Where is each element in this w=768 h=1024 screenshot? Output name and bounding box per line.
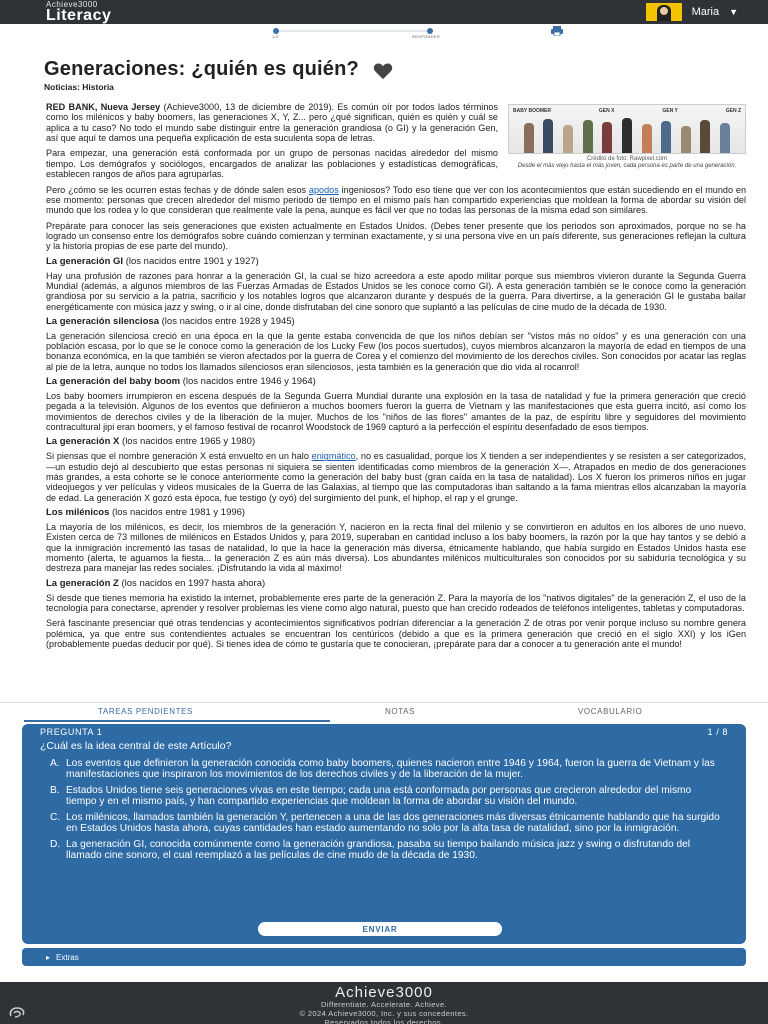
answer-option-a[interactable] (50, 758, 722, 781)
article-paragraph: Hay una profusión de razones para honrar a la generación GI, la cual se hizo acreedora a este apodo militar porque sus miembros vivieron durante la Segunda Guerra Mundial (además, a algunos miembros de las Fuerzas Armadas de Estados Unidos se les conoce como GI). A esta generación también se le conoce como la generación grandiosa por su servicio a la patria, sacrificio y los notables logros que alcanzaron durante y después de la guerra. Para divertirse, a la generación GI le gustaba bailar energéticamente con música jazz y swing, o ir al cine, donde disfrutaban del cine sonoro que suplantó a las películas de cine mudo de la década de 1930. (46, 270, 746, 312)
footer-brand[interactable]: Achieve3000 (335, 984, 433, 1001)
paragraph-text: Si piensas que el nombre generación X está envuelto en un halo (46, 451, 312, 462)
answer-option-c[interactable] (50, 812, 722, 835)
article-body (46, 102, 746, 654)
answer-option-d[interactable] (50, 839, 722, 862)
footer-rights: Reservados todos los derechos. (324, 1018, 444, 1024)
triangle-right-icon: ▸ (46, 952, 51, 962)
print-icon[interactable] (550, 26, 564, 36)
answer-options (50, 758, 722, 865)
active-tab-indicator (24, 720, 330, 722)
activity-tabs (0, 702, 768, 722)
photo-caption: Desde el más viejo hasta el más joven, cada persona es parte de una generación. (517, 162, 737, 169)
section-years: (los nacidos entre 1981 y 1996) (109, 507, 246, 519)
article-paragraph: La mayoría de los milénicos, es decir, los miembros de la generación Y, nacieron en la recta final del milenio y se convirtieron en adultos en los albores de uno nuevo. Existen cerca de 73 millones de milénicos en Estados Unidos y, para 2019, superaban en cantidad incluso a los baby boomers, la razón por la que hay tantos y se debió a que la inmigración incrementó las tasas de natalidad, lo que la hace la generación más diversa, étnicamente hablando, que había surgido en Estados Unidos hasta ese momento (alerta, te aguamos la fiesta... la generación Z es aún más diversa). Los abundantes milénicos multiculturales son conocidos por su sabiduría tecnológica y su destreza para manejar las redes sociales. ¡Disfrutando la vida al máximo! (46, 521, 746, 574)
photo-person (642, 124, 652, 153)
vocab-link-apodos[interactable]: apodos (308, 184, 339, 195)
avatar[interactable] (646, 3, 682, 21)
option-letter: D. (50, 838, 61, 850)
photo-person (661, 121, 671, 153)
article-paragraph: Si desde que tienes memoria ha existido la internet, probablemente eres parte de la generación Z. Para la mayoría de los "nativos digitales" de la generación Z, el uso de la tecnología para conectarse, aprender y resolver problemas les viene como algo natural, puesto que han crecido rodeados de teléfonos inteligentes, tabletas y computadoras. (46, 592, 746, 613)
top-navigation-bar (0, 0, 768, 24)
dateline: RED BANK, Nueva Jersey (46, 102, 161, 112)
user-menu[interactable] (646, 3, 738, 21)
paragraph-text: ingeniosos? Todo eso tiene que ver con los acontecimientos que están sucediendo en el mundo en ese momento: personas que crecen alrededor del mismo periodo de tiempo en el mismo país han compartido experiencias que moldean la forma de abordar su visión del mundo que los rodea y lo que consideran que realmente vale la pena, aunque es fácil ver que no todas las personas de la misma edad son similares. (46, 184, 746, 216)
section-years: (los nacidos entre 1928 y 1945) (159, 315, 295, 327)
photo-person (602, 122, 612, 153)
article-paragraph: Prepárate para conocer las seis generaciones que existen actualmente en Estados Unidos. (Debes tener presente que los periodos son aproximados, porque no se ha logrado un consenso entre los demógrafos sobre cuándo comienzan y terminan exactamente, y si una persona vive en un país diferente, sus generaciones reflejan la cultura y la historia propias de ese parte del mundo). (46, 220, 746, 252)
article-paragraph: La generación silenciosa creció en una época en la que la gente estaba convencida de que los niños debían ser "vistos más no oídos" y es una generación con una población escasa, por lo que se le conoce como la generación de los Lucky Few (los pocos suertudos), cuyos miembros alcanzaron la mayoría de edad en tiempos de una bonanza económica, en la que también se vieron afectados por la guerra de Corea y el comienzo del movimiento de los derechos civiles. Son conocidos por acatar las reglas al pie de la letra, aunque no todos los llamados silenciosos eran silenciosos, ¡esta también es la generación que dio vida al rocanrol! (46, 330, 746, 372)
article-figure (508, 104, 746, 170)
step-read-label: 1/3 (272, 34, 279, 39)
section-heading-text: La generación GI (46, 255, 124, 267)
section-heading-text: La generación silenciosa (46, 315, 159, 327)
section-years: (los nacidos entre 1901 y 1927) (123, 255, 259, 267)
option-text: Los eventos que definieron la generación conocida como baby boomers, quienes nacieron entre 1946 y 1964, fueron la guerra de Vietnam y las manifestaciones que inspiraron los movimientos de los derechos civiles y de la liberación de la mujer. (66, 758, 715, 781)
user-name[interactable]: Maria (691, 6, 720, 18)
send-button[interactable]: ENVIAR (258, 922, 502, 936)
photo-label: GEN Y (662, 108, 678, 114)
photo-people (519, 117, 735, 153)
brand-top-text: Achieve3000 (46, 0, 98, 9)
section-years: (los nacidos entre 1965 y 1980) (119, 436, 256, 448)
option-text: Estados Unidos tiene seis generaciones vivas en este tiempo; cada una está conformada por personas que crecieron alrededor del mismo tiempo y en el mismo país, y han compartido experiencias que moldean la forma de abordar su visión del mundo. (66, 784, 692, 808)
photo-person (681, 126, 691, 153)
article-paragraph (46, 185, 746, 216)
question-text: ¿Cuál es la idea central de este Artículo? (40, 740, 232, 752)
option-letter: C. (50, 811, 61, 823)
article-paragraph: Los baby boomers irrumpieron en escena después de la Segunda Guerra Mundial durante una explosión en la tasa de natalidad y fue la primera generación que creció pegada a la televisión. Algunos de los eventos que definieron a muchos boomers fueron la guerra de Vietnam y las manifestaciones que esta guerra incitó, así como los movimientos de derechos civiles y de la liberación de la mujer. Muchos de los "niños de las flores" amantes de la paz, de espíritu libre y seguidores del movimiento contracultural jipi eran boomers, y el famoso festival de rocanrol Woodstock de 1969 capturó a la perfección el espíritu desenfadado de esos tiempos. (46, 391, 746, 433)
caret-down-icon[interactable]: ▼ (729, 7, 738, 17)
section-heading-text: La generación Z (46, 577, 119, 589)
article-header (44, 58, 724, 92)
question-counter: 1 / 8 (707, 727, 728, 737)
option-text: Los milénicos, llamados también la generación Y, pertenecen a una de las dos generaciones más diversas étnicamente hablando que ha surgido en Estados Unidos hasta ahora, cuyas cantidades han estado aumentando no solo por la alta tasa de natalidad, sino por la inmigración. (66, 811, 720, 835)
article-paragraph: Será fascinante presenciar qué otras tendencias y acontecimientos significativos podrían diferenciar a la generación Z de otras por venir porque incluso su nombre genera polémica, ya que entre sus contendientes actuales se encuentran los centúricos (debido a que es la primera generación que creció en el siglo XXI) y los iGen (probablemente puedas deducir por qué). Si tienes idea de cómo te gustaría que te conocieran, ¡prepárate para dar a conocer a tu generación ante el mundo! (46, 618, 746, 649)
brand-logo[interactable] (46, 1, 111, 24)
page-title: Generaciones: ¿quién es quién? (44, 58, 359, 80)
footer-copyright: © 2024 Achieve3000, Inc. y sus concedentes. (299, 1009, 469, 1018)
steps-track (0, 24, 768, 40)
photo-person (720, 123, 730, 153)
generations-photo[interactable] (508, 104, 746, 154)
section-heading-text: Los milénicos (46, 507, 110, 519)
photo-person (524, 123, 534, 153)
heart-icon[interactable] (373, 62, 393, 80)
section-heading-millennials (46, 508, 746, 519)
photo-person (622, 118, 632, 153)
paragraph-text: , no es casualidad, porque los X tienden a ser independientes y se resisten a ser categorizados, —un estudio dejó al descubierto que estas personas ni siquiera se sienten identificadas como miembros de la generación X—. Atrapados en medio de dos generaciones más grandes, a esta cohorte se le conoce anteriormente como la generación del baby bust (gran caída en la tasa de natalidad). Los X fueron los primeros niños en jugar videojuegos y ver películas y videos musicales de la Guerra de las Galaxias, al tiempo que las computadoras iban saltando a la fama mientras ellos alcanzaban la mayoría de edad. La generación X gozó esta época, fue testigo (y oyó) del surgimiento del punk, el hiphop, el rap y el grunge. (46, 451, 747, 503)
section-years: (los nacidos en 1997 hasta ahora) (118, 577, 266, 589)
section-heading-text: La generación del baby boom (46, 376, 181, 388)
section-heading-boomers (46, 377, 746, 388)
option-text: La generación GI, conocida comúnmente como la generación grandiosa, pasaba su tiempo bailando música jazz y swing o disfrutando del llamado cine sonoro, el cual reemplazó a las películas de cine mudo de la década de 1930. (66, 838, 691, 861)
section-heading-genx (46, 437, 746, 448)
photo-person (543, 119, 553, 153)
chat-help-icon[interactable] (8, 1006, 28, 1020)
footer-tagline: Differentiate. Accelerate. Achieve. (320, 1000, 447, 1009)
option-letter: B. (50, 784, 60, 796)
paragraph-text: Pero ¿cómo se les ocurren estas fechas y de dónde salen esos (46, 184, 309, 195)
article-category: Noticias: Historia (44, 82, 114, 92)
tab-pending-tasks[interactable]: TAREAS PENDIENTES (98, 707, 193, 716)
extras-toggle[interactable] (22, 948, 746, 966)
section-heading-silent (46, 317, 746, 328)
brand-main-text: Literacy (46, 7, 112, 24)
article-paragraph: Para empezar, una generación está conformada por un grupo de personas nacidas alrededor del mismo tiempo. Los demógrafos y sociólogos, encargados de analizar las poblaciones y estadísticas demográficas, establecen rangos de años para agruparlas. (46, 148, 498, 180)
question-header (40, 727, 728, 737)
question-label: PREGUNTA 1 (40, 727, 103, 737)
step-respond-label: RESPONDER (412, 34, 441, 39)
photo-person (700, 120, 710, 153)
tab-vocabulary[interactable]: VOCABULARIO (578, 707, 643, 716)
question-panel (22, 724, 746, 944)
photo-person (563, 125, 573, 153)
article-paragraph (46, 451, 746, 503)
answer-option-b[interactable] (50, 785, 722, 808)
photo-label: GEN X (598, 108, 615, 114)
tab-notes[interactable]: NOTAS (385, 707, 415, 716)
photo-label: BABY BOOMER (513, 108, 551, 114)
section-heading-text: La generación X (46, 436, 120, 448)
photo-labels (513, 109, 741, 115)
section-heading-gi (46, 257, 746, 268)
activity-steps (0, 24, 768, 40)
option-letter: A. (50, 758, 60, 769)
vocab-link-enigmatico[interactable]: enigmático (311, 451, 356, 462)
extras-label: Extras (56, 952, 79, 962)
photo-credit: Crédito de foto: Rawpixel.com (586, 156, 668, 162)
section-years: (los nacidos entre 1946 y 1964) (180, 376, 316, 388)
paragraph-text: (Achieve3000, 13 de diciembre de 2019). Es común oír por todos lados términos como los milénicos y baby boomers, las generaciones X, Y, Z... pero ¿qué significan, quién es quién y cuál se aplica a tu caso? No todo el mundo sabe distinguir entre la generación grandiosa (o GI) y la generación Gen, así que aquí te damos una pequeña explicación de esta suculenta sopa de letras. (46, 102, 498, 144)
photo-person (583, 120, 593, 153)
page-footer (0, 982, 768, 1024)
section-heading-genz (46, 579, 746, 590)
photo-label: GEN Z (725, 108, 741, 114)
